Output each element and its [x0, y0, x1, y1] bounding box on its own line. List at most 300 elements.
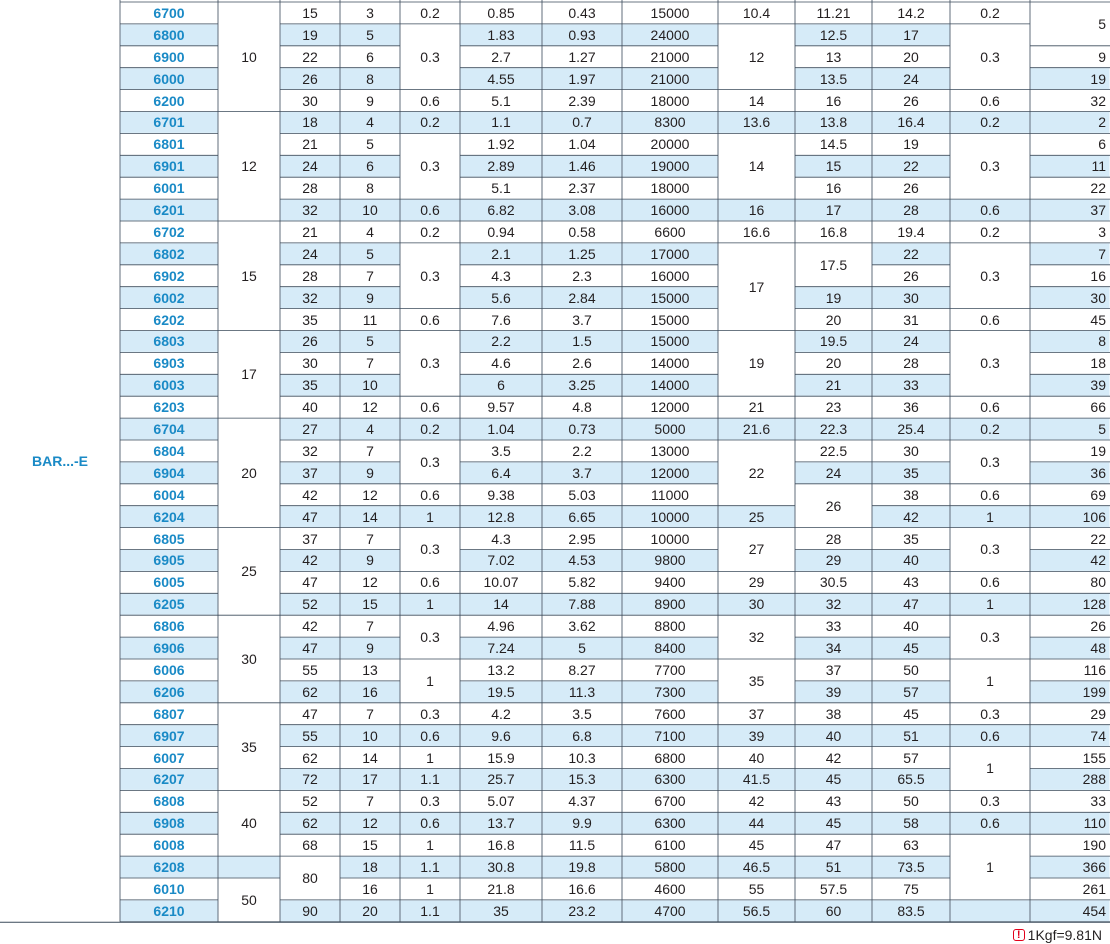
cell-width: 10 [362, 377, 378, 394]
cell-Da-max: 38 [903, 486, 919, 503]
cell-ra-max: 0.2 [980, 4, 1000, 21]
cell-outer-dia: 21 [302, 136, 318, 153]
cell-width: 13 [362, 661, 378, 678]
cell-outer-dia: 24 [302, 158, 318, 175]
cell-chamfer: 1.1 [420, 859, 440, 876]
cell-speed: 6700 [654, 793, 686, 810]
merged-cell-da-min: 19 [748, 355, 765, 372]
cell-width: 5 [366, 245, 374, 262]
cell-model: 6700 [153, 4, 185, 21]
cell-da-min: 55 [748, 880, 765, 897]
cell-model: 6210 [153, 902, 185, 919]
merged-cell-ra-max: 0.3 [980, 453, 1000, 470]
cell-da-max: 22.3 [819, 421, 848, 438]
cell-Da-max: 43 [903, 574, 919, 591]
cell-model: 6204 [153, 508, 185, 525]
cell-stat-load: 3.7 [572, 464, 592, 481]
cell-speed: 21000 [650, 70, 690, 87]
cell-model: 6007 [153, 749, 185, 766]
cell-da-min: 13.6 [742, 114, 771, 131]
cell-stat-load: 3.08 [568, 202, 596, 219]
cell-weight: 22 [1090, 180, 1106, 197]
cell-Da-max: 83.5 [897, 902, 925, 919]
cell-da-min: 16 [748, 202, 765, 219]
cell-model: 6800 [153, 26, 185, 43]
cell-width: 9 [366, 289, 374, 306]
cell-speed: 16000 [650, 202, 690, 219]
cell-width: 15 [362, 837, 378, 854]
cell-stat-load: 5.82 [568, 574, 596, 591]
cell-Da-max: 45 [903, 640, 919, 657]
cell-weight: 3 [1098, 223, 1106, 240]
cell-model: 6207 [153, 771, 185, 788]
cell-Da-max: 19 [903, 136, 919, 153]
cell-chamfer: 0.6 [420, 815, 440, 832]
merged-cell-bore: 40 [241, 815, 257, 832]
cell-Da-max: 73.5 [897, 859, 925, 876]
cell-da-max: 29 [825, 552, 842, 569]
cell-dyn-load: 9.57 [487, 399, 515, 416]
cell-speed: 5000 [654, 421, 686, 438]
cell-da-max: 34 [825, 640, 842, 657]
cell-dyn-load: 7.24 [487, 640, 515, 657]
cell-Da-max: 28 [903, 355, 919, 372]
cell-width: 4 [366, 421, 374, 438]
cell-speed: 6100 [654, 837, 686, 854]
cell-width: 6 [366, 158, 374, 175]
cell-Da-max: 31 [903, 311, 919, 328]
merged-cell-bore: 35 [241, 738, 257, 755]
cell-Da-max: 26 [903, 267, 919, 284]
cell-model: 6001 [153, 180, 185, 197]
cell-outer-dia: 52 [302, 596, 318, 613]
merged-cell-bore: 20 [241, 464, 257, 481]
cell-Da-max: 33 [903, 377, 919, 394]
cell-speed: 9800 [654, 552, 686, 569]
cell-weight: 155 [1082, 749, 1106, 766]
merged-cell-chamfer: 0.3 [420, 629, 440, 646]
cell-width: 7 [366, 793, 374, 810]
cell-speed: 8800 [654, 618, 686, 635]
cell-outer-dia: 62 [302, 683, 318, 700]
cell-da-max: 38 [825, 705, 842, 722]
cell-speed: 7600 [654, 705, 686, 722]
cell-Da-max: 63 [903, 837, 919, 854]
cell-da-max: 12.5 [819, 26, 848, 43]
cell-stat-load: 2.39 [568, 92, 596, 109]
cell-Da-max: 25.4 [897, 421, 925, 438]
merged-cell-ra-max: 0.3 [980, 48, 1000, 65]
cell-weight: 39 [1090, 377, 1106, 394]
cell-speed: 8300 [654, 114, 686, 131]
cell-da-max: 28 [825, 530, 842, 547]
cell-outer-dia: 26 [302, 333, 318, 350]
merged-cell-da-max: 17.5 [819, 256, 848, 273]
cell-stat-load: 0.7 [572, 114, 592, 131]
cell-weight: 11 [1091, 158, 1106, 175]
merged-cell-da-min: 14 [748, 158, 765, 175]
cell-outer-dia: 90 [302, 902, 318, 919]
merged-cell-ra-max: 0.3 [980, 355, 1000, 372]
cell-outer-dia: 47 [302, 574, 318, 591]
cell-dyn-load: 16.8 [487, 837, 515, 854]
cell-Da-max: 17 [903, 26, 919, 43]
row-band [219, 857, 280, 878]
cell-Da-max: 75 [903, 880, 919, 897]
cell-weight: 36 [1090, 464, 1106, 481]
cell-da-min: 39 [748, 727, 765, 744]
cell-model: 6202 [153, 311, 185, 328]
cell-width: 12 [362, 399, 378, 416]
cell-stat-load: 1.5 [572, 333, 592, 350]
merged-cell-da-max: 26 [825, 497, 842, 514]
cell-width: 14 [362, 508, 378, 525]
cell-dyn-load: 3.5 [491, 442, 511, 459]
cell-width: 12 [362, 815, 378, 832]
cell-weight: 16 [1090, 267, 1106, 284]
cell-weight: 116 [1083, 661, 1106, 678]
cell-model: 6805 [153, 530, 185, 547]
cell-outer-dia: 32 [302, 202, 318, 219]
cell-speed: 21000 [650, 48, 690, 65]
cell-speed: 17000 [650, 245, 690, 262]
cell-Da-max: 19.4 [897, 223, 925, 240]
cell-ra-max: 0.6 [980, 574, 1000, 591]
cell-chamfer: 0.6 [420, 202, 440, 219]
cell-da-max: 16 [825, 92, 842, 109]
cell-model: 6902 [153, 267, 185, 284]
cell-weight: 5 [1098, 421, 1106, 438]
cell-chamfer: 0.6 [420, 92, 440, 109]
cell-model: 6701 [153, 114, 185, 131]
merged-cell-bore: 12 [241, 158, 257, 175]
cell-width: 15 [362, 596, 378, 613]
cell-width: 7 [366, 442, 374, 459]
cell-dyn-load: 2.2 [491, 333, 511, 350]
cell-dyn-load: 9.6 [491, 727, 511, 744]
cell-speed: 8400 [654, 640, 686, 657]
cell-ra-max: 0.6 [980, 727, 1000, 744]
cell-model: 6702 [153, 223, 185, 240]
cell-speed: 9400 [654, 574, 686, 591]
cell-da-min: 44 [748, 815, 765, 832]
cell-width: 20 [362, 902, 378, 919]
cell-width: 4 [366, 223, 374, 240]
cell-Da-max: 51 [903, 727, 919, 744]
cell-Da-max: 16.4 [897, 114, 925, 131]
cell-da-min: 16.6 [742, 223, 771, 240]
cell-da-min: 56.5 [742, 902, 771, 919]
cell-chamfer: 1 [426, 837, 434, 854]
cell-da-min: 10.4 [742, 4, 771, 21]
cell-stat-load: 2.95 [568, 530, 596, 547]
cell-da-max: 32 [825, 596, 842, 613]
cell-stat-load: 2.6 [572, 355, 592, 372]
merged-cell-chamfer: 0.3 [420, 158, 440, 175]
cell-Da-max: 28 [903, 202, 919, 219]
cell-da-max: 47 [825, 837, 842, 854]
cell-width: 7 [366, 355, 374, 372]
cell-speed: 13000 [650, 442, 690, 459]
cell-Da-max: 65.5 [897, 771, 925, 788]
cell-outer-dia: 28 [302, 267, 318, 284]
cell-outer-dia: 68 [302, 837, 318, 854]
cell-dyn-load: 5.1 [491, 180, 511, 197]
cell-chamfer: 0.2 [420, 223, 440, 240]
cell-model: 6904 [153, 464, 185, 481]
merged-cell-bore: 10 [241, 48, 257, 65]
cell-speed: 15000 [650, 4, 690, 21]
cell-model: 6003 [153, 377, 185, 394]
merged-cell-da-min: 12 [748, 48, 765, 65]
cell-speed: 12000 [650, 399, 690, 416]
cell-speed: 6800 [654, 749, 686, 766]
cell-model: 6206 [153, 683, 185, 700]
cell-Da-max: 40 [903, 552, 919, 569]
cell-stat-load: 1.27 [568, 48, 596, 65]
cell-stat-load: 23.2 [568, 902, 596, 919]
cell-speed: 6300 [654, 815, 686, 832]
cell-weight: 2 [1098, 114, 1106, 131]
cell-width: 18 [362, 859, 378, 876]
cell-dyn-load: 19.5 [487, 683, 515, 700]
cell-Da-max: 47 [903, 596, 919, 613]
cell-outer-dia: 47 [302, 705, 318, 722]
cell-dyn-load: 4.96 [487, 618, 515, 635]
cell-chamfer: 0.6 [420, 311, 440, 328]
cell-dyn-load: 6.82 [487, 202, 515, 219]
cell-chamfer: 1 [426, 880, 434, 897]
merged-cell-chamfer: 0.3 [420, 453, 440, 470]
cell-speed: 7700 [654, 661, 686, 678]
cell-chamfer: 0.6 [420, 574, 440, 591]
cell-outer-dia: 30 [302, 92, 318, 109]
cell-width: 11 [362, 311, 378, 328]
cell-ra-max: 1 [986, 508, 994, 525]
cell-ra-max: 0.6 [980, 202, 1000, 219]
cell-outer-dia: 26 [302, 70, 318, 87]
cell-model: 6005 [153, 574, 185, 591]
cell-width: 12 [362, 574, 378, 591]
cell-dyn-load: 25.7 [487, 771, 515, 788]
cell-weight: 74 [1090, 727, 1106, 744]
merged-cell-ra-max: 1 [986, 760, 994, 777]
cell-dyn-load: 4.3 [491, 530, 511, 547]
merged-cell-ra-max: 0.3 [980, 541, 1000, 558]
cell-da-max: 45 [825, 815, 842, 832]
cell-da-max: 40 [825, 727, 842, 744]
cell-weight: 45 [1090, 311, 1106, 328]
cell-dyn-load: 1.92 [487, 136, 515, 153]
cell-outer-dia: 27 [302, 421, 318, 438]
merged-cell-chamfer: 1 [426, 672, 434, 689]
cell-Da-max: 22 [903, 245, 919, 262]
cell-model: 6208 [153, 859, 185, 876]
cell-da-max: 20 [825, 311, 842, 328]
cell-outer-dia: 32 [302, 442, 318, 459]
cell-model: 6203 [153, 399, 185, 416]
cell-stat-load: 9.9 [572, 815, 592, 832]
cell-da-min: 40 [748, 749, 765, 766]
cell-speed: 15000 [650, 311, 690, 328]
cell-da-max: 17 [825, 202, 842, 219]
cell-da-max: 33 [825, 618, 842, 635]
cell-stat-load: 6.8 [572, 727, 592, 744]
cell-Da-max: 42 [903, 508, 919, 525]
cell-width: 9 [366, 552, 374, 569]
cell-Da-max: 40 [903, 618, 919, 635]
cell-da-min: 46.5 [742, 859, 771, 876]
cell-stat-load: 1.25 [568, 245, 596, 262]
cell-width: 17 [362, 771, 378, 788]
cell-outer-dia: 47 [302, 508, 318, 525]
cell-Da-max: 24 [903, 70, 919, 87]
cell-width: 12 [362, 486, 378, 503]
cell-da-min: 41.5 [742, 771, 771, 788]
cell-dyn-load: 4.3 [491, 267, 511, 284]
cell-weight: 7 [1098, 245, 1106, 262]
cell-Da-max: 20 [903, 48, 919, 65]
cell-speed: 10000 [650, 508, 690, 525]
cell-dyn-load: 6 [497, 377, 505, 394]
cell-ra-max: 0.3 [980, 793, 1000, 810]
cell-weight: 37 [1090, 202, 1106, 219]
cell-weight: 80 [1090, 574, 1106, 591]
merged-cell-bore: 25 [241, 563, 257, 580]
cell-da-max: 45 [825, 771, 842, 788]
cell-dyn-load: 4.6 [491, 355, 511, 372]
cell-model: 6205 [153, 596, 185, 613]
cell-da-max: 42 [825, 749, 842, 766]
cell-da-max: 16.8 [819, 223, 848, 240]
cell-width: 9 [366, 92, 374, 109]
cell-da-min: 45 [748, 837, 765, 854]
merged-cell-bore: 15 [241, 267, 257, 284]
cell-ra-max: 0.6 [980, 311, 1000, 328]
cell-da-max: 13.5 [819, 70, 848, 87]
cell-stat-load: 2.2 [572, 442, 592, 459]
cell-weight: 30 [1090, 289, 1106, 306]
cell-stat-load: 0.43 [568, 4, 596, 21]
cell-stat-load: 4.8 [572, 399, 592, 416]
cell-ra-max: 0.6 [980, 486, 1000, 503]
cell-width: 10 [362, 202, 378, 219]
cell-dyn-load: 35 [493, 902, 509, 919]
cell-stat-load: 2.3 [572, 267, 592, 284]
cell-width: 8 [366, 180, 374, 197]
cell-weight: 110 [1083, 815, 1106, 832]
cell-stat-load: 10.3 [568, 749, 596, 766]
cell-model: 6803 [153, 333, 185, 350]
cell-outer-dia: 55 [302, 661, 318, 678]
cell-chamfer: 0.3 [420, 793, 440, 810]
cell-speed: 6300 [654, 771, 686, 788]
footnote [1013, 927, 1102, 943]
cell-weight: 366 [1082, 859, 1106, 876]
row-band [951, 900, 1030, 921]
merged-cell-ra-max: 1 [986, 672, 994, 689]
cell-model: 6906 [153, 640, 185, 657]
cell-speed: 4700 [654, 902, 686, 919]
cell-width: 7 [366, 267, 374, 284]
cell-width: 5 [366, 136, 374, 153]
cell-da-min: 37 [748, 705, 765, 722]
cell-Da-max: 58 [903, 815, 919, 832]
merged-cell-chamfer: 0.3 [420, 48, 440, 65]
cell-model: 6704 [153, 421, 185, 438]
cell-model: 6905 [153, 552, 185, 569]
cell-stat-load: 0.73 [568, 421, 596, 438]
cell-da-max: 21 [825, 377, 842, 394]
cell-dyn-load: 13.2 [487, 661, 515, 678]
cell-dyn-load: 7.02 [487, 552, 515, 569]
cell-speed: 14000 [650, 355, 690, 372]
cell-outer-dia: 62 [302, 815, 318, 832]
cell-da-max: 30.5 [819, 574, 848, 591]
cell-da-max: 13 [825, 48, 842, 65]
cell-outer-dia: 72 [302, 771, 318, 788]
cell-chamfer: 0.2 [420, 4, 440, 21]
cell-da-min: 30 [748, 596, 765, 613]
cell-stat-load: 3.5 [572, 705, 592, 722]
merged-cell-outer-dia: 80 [302, 869, 318, 886]
cell-weight: 199 [1082, 683, 1106, 700]
cell-model: 6008 [153, 837, 185, 854]
cell-stat-load: 6.65 [568, 508, 596, 525]
merged-cell-da-min: 27 [748, 541, 765, 558]
cell-speed: 18000 [650, 180, 690, 197]
cell-chamfer: 0.6 [420, 399, 440, 416]
cell-outer-dia: 21 [302, 223, 318, 240]
cell-weight: 288 [1082, 771, 1106, 788]
cell-stat-load: 5 [578, 640, 586, 657]
cell-model: 6200 [153, 92, 185, 109]
cell-chamfer: 1.1 [420, 902, 440, 919]
cell-outer-dia: 42 [302, 618, 318, 635]
cell-outer-dia: 22 [302, 48, 318, 65]
cell-speed: 20000 [650, 136, 690, 153]
cell-model: 6004 [153, 486, 185, 503]
cell-da-max: 39 [825, 683, 842, 700]
cell-chamfer: 0.6 [420, 486, 440, 503]
cell-dyn-load: 2.89 [487, 158, 515, 175]
cell-speed: 5800 [654, 859, 686, 876]
cell-model: 6807 [153, 705, 185, 722]
cell-Da-max: 36 [903, 399, 919, 416]
cell-da-max: 22.5 [819, 442, 848, 459]
cell-dyn-load: 10.07 [483, 574, 519, 591]
cell-speed: 11000 [651, 486, 689, 503]
cell-width: 8 [366, 70, 374, 87]
cell-weight: 106 [1082, 508, 1106, 525]
cell-weight: 66 [1090, 399, 1106, 416]
cell-dyn-load: 6.4 [491, 464, 511, 481]
cell-dyn-load: 1.83 [487, 26, 515, 43]
cell-stat-load: 3.7 [572, 311, 592, 328]
cell-stat-load: 1.97 [568, 70, 596, 87]
cell-weight: 9 [1098, 48, 1106, 65]
merged-cell-ra-max: 0.3 [980, 629, 1000, 646]
cell-stat-load: 4.53 [568, 552, 596, 569]
cell-chamfer: 1 [426, 596, 434, 613]
cell-chamfer: 1 [426, 749, 434, 766]
cell-ra-max: 1 [986, 596, 994, 613]
cell-dyn-load: 5.07 [487, 793, 515, 810]
cell-da-max: 43 [825, 793, 842, 810]
cell-outer-dia: 28 [302, 180, 318, 197]
cell-stat-load: 0.58 [568, 223, 596, 240]
cell-stat-load: 11.5 [568, 837, 596, 854]
